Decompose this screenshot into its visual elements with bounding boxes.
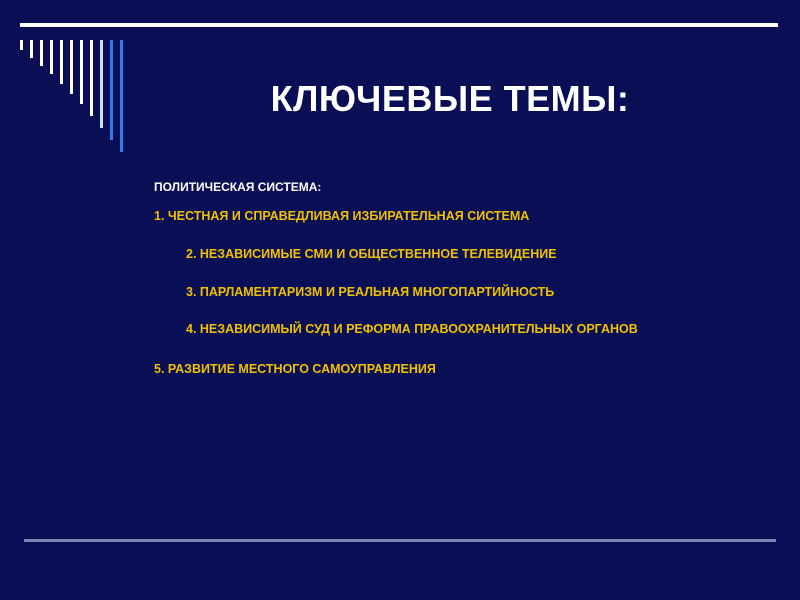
topic-item-4: 4. НЕЗАВИСИМЫЙ СУД И РЕФОРМА ПРАВООХРАНИТЕЛЬНЫХ ОРГАНОВ (186, 322, 638, 336)
decor-bar (20, 40, 23, 50)
topic-item-1: 1. ЧЕСТНАЯ И СПРАВЕДЛИВАЯ ИЗБИРАТЕЛЬНАЯ СИСТЕМА (154, 209, 530, 223)
decorative-bars (0, 0, 140, 170)
decor-bar (100, 40, 103, 128)
topic-item-3: 3. ПАРЛАМЕНТАРИЗМ И РЕАЛЬНАЯ МНОГОПАРТИЙНОСТЬ (186, 285, 555, 299)
decor-bar (30, 40, 33, 58)
decor-bar (110, 40, 113, 140)
decor-bar (120, 40, 123, 152)
bottom-divider-line (24, 539, 776, 542)
decor-bar (90, 40, 93, 116)
slide-title: КЛЮЧЕВЫЕ ТЕМЫ: (270, 78, 630, 119)
topic-item-5: 5. РАЗВИТИЕ МЕСТНОГО САМОУПРАВЛЕНИЯ (154, 362, 436, 376)
decor-bar (60, 40, 63, 84)
decor-bar (70, 40, 73, 94)
topic-item-2: 2. НЕЗАВИСИМЫЕ СМИ И ОБЩЕСТВЕННОЕ ТЕЛЕВИДЕНИЕ (186, 247, 557, 261)
decor-bar (80, 40, 83, 104)
decor-bar (40, 40, 43, 66)
section-subtitle: ПОЛИТИЧЕСКАЯ СИСТЕМА: (154, 180, 322, 194)
decor-bar (50, 40, 53, 74)
